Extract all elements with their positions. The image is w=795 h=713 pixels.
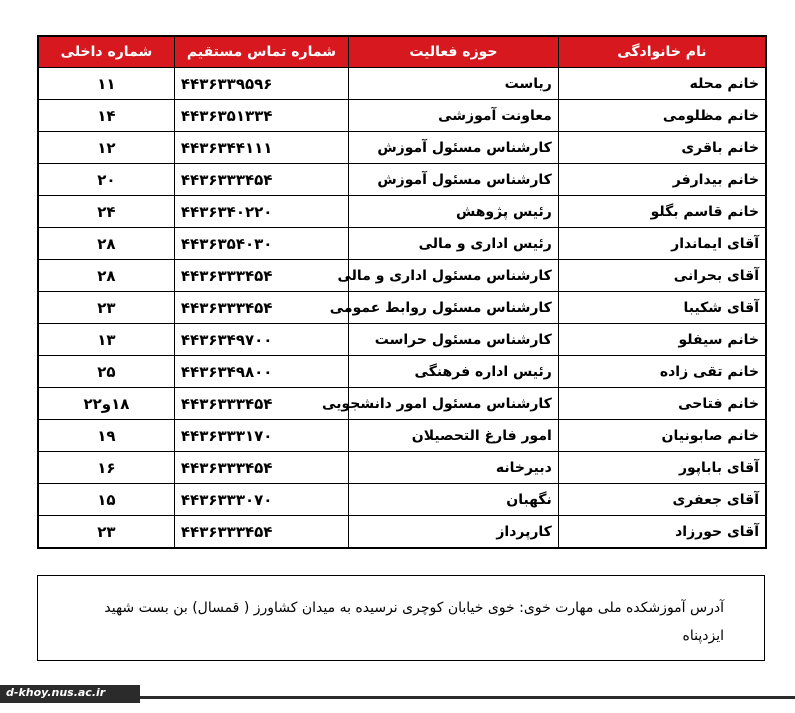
cell-extension: ۲۳	[38, 292, 174, 324]
cell-role: کارشناس مسئول امور دانشجویی	[349, 388, 559, 420]
cell-role: کارشناس مسئول آموزش	[349, 164, 559, 196]
cell-extension: ۲۸	[38, 228, 174, 260]
cell-extension: ۱۹	[38, 420, 174, 452]
table-row	[38, 196, 766, 228]
header-phone: شماره تماس مستقیم	[174, 36, 348, 68]
cell-role: کارشناس مسئول حراست	[349, 324, 559, 356]
cell-role: دبیرخانه	[349, 452, 559, 484]
table-row	[38, 324, 766, 356]
cell-name: خانم سیفلو	[558, 324, 766, 356]
cell-name: خانم بیدارفر	[558, 164, 766, 196]
cell-role: رئیس پژوهش	[349, 196, 559, 228]
table-row	[38, 484, 766, 516]
cell-extension: ۱۴	[38, 100, 174, 132]
cell-extension: ۱۱	[38, 68, 174, 100]
table-row	[38, 100, 766, 132]
cell-name: آقای ایماندار	[558, 228, 766, 260]
cell-role: کارشناس مسئول آموزش	[349, 132, 559, 164]
table-row	[38, 356, 766, 388]
cell-phone: ۴۴۳۶۳۳۳۴۵۴	[174, 452, 348, 484]
table-row	[38, 260, 766, 292]
cell-phone: ۴۴۳۶۳۳۳۴۵۴	[174, 388, 348, 420]
cell-extension: ۱۶	[38, 452, 174, 484]
cell-phone: ۴۴۳۶۳۳۳۴۵۴	[174, 260, 348, 292]
contact-directory-table	[37, 35, 767, 549]
table-row	[38, 132, 766, 164]
header-name: نام خانوادگی	[558, 36, 766, 68]
cell-extension: ۲۸	[38, 260, 174, 292]
cell-phone: ۴۴۳۶۳۳۳۴۵۴	[174, 516, 348, 549]
cell-name: خانم فتاحی	[558, 388, 766, 420]
cell-name: خانم باقری	[558, 132, 766, 164]
table-header-row	[38, 36, 766, 68]
cell-role: کارشناس مسئول روابط عمومی	[349, 292, 559, 324]
table-row	[38, 388, 766, 420]
address-text: آدرس آموزشکده ملی مهارت خوی: خوی خیابان کوچری نرسیده به میدان کشاورز ( قمسال) بن بست شهید ایزدپناه	[104, 600, 724, 644]
header-role: حوزه فعالیت	[349, 36, 559, 68]
cell-role: نگهبان	[349, 484, 559, 516]
table-row	[38, 420, 766, 452]
table-body	[38, 68, 766, 549]
cell-name: خانم تقی زاده	[558, 356, 766, 388]
table-row	[38, 68, 766, 100]
cell-phone: ۴۴۳۶۳۴۰۲۲۰	[174, 196, 348, 228]
cell-name: آقای باباپور	[558, 452, 766, 484]
cell-extension: ۲۴	[38, 196, 174, 228]
footer-bar	[0, 685, 795, 703]
cell-phone: ۴۴۳۶۳۳۳۴۵۴	[174, 164, 348, 196]
table-row	[38, 516, 766, 549]
cell-phone: ۴۴۳۶۳۳۳۴۵۴	[174, 292, 348, 324]
cell-phone: ۴۴۳۶۳۳۹۵۹۶	[174, 68, 348, 100]
cell-role: ریاست	[349, 68, 559, 100]
table-row	[38, 292, 766, 324]
cell-phone: ۴۴۳۶۳۴۹۸۰۰	[174, 356, 348, 388]
cell-name: خانم صابونیان	[558, 420, 766, 452]
cell-role: رئیس اداره فرهنگی	[349, 356, 559, 388]
cell-phone: ۴۴۳۶۳۵۱۳۳۴	[174, 100, 348, 132]
address-box	[37, 575, 765, 661]
cell-name: خانم مظلومی	[558, 100, 766, 132]
cell-extension: ۲۰	[38, 164, 174, 196]
footer-tab	[0, 685, 140, 703]
cell-name: خانم قاسم بگلو	[558, 196, 766, 228]
cell-name: آقای جعفری	[558, 484, 766, 516]
site-link[interactable]: d-khoy.nus.ac.ir	[6, 686, 106, 699]
cell-name: آقای حورزاد	[558, 516, 766, 549]
footer-divider	[140, 696, 795, 699]
cell-extension: ۱۳	[38, 324, 174, 356]
table-row	[38, 228, 766, 260]
cell-phone: ۴۴۳۶۳۳۳۰۷۰	[174, 484, 348, 516]
cell-extension: ۱۲	[38, 132, 174, 164]
cell-extension: ۲۳	[38, 516, 174, 549]
cell-role: کارشناس مسئول اداری و مالی	[349, 260, 559, 292]
cell-phone: ۴۴۳۶۳۴۹۷۰۰	[174, 324, 348, 356]
table-row	[38, 452, 766, 484]
table-row	[38, 164, 766, 196]
cell-name: خانم محله	[558, 68, 766, 100]
cell-role: کارپرداز	[349, 516, 559, 549]
cell-role: معاونت آموزشی	[349, 100, 559, 132]
cell-extension: ۲۵	[38, 356, 174, 388]
cell-name: آقای بحرانی	[558, 260, 766, 292]
cell-phone: ۴۴۳۶۳۳۳۱۷۰	[174, 420, 348, 452]
header-extension: شماره داخلی	[38, 36, 174, 68]
cell-phone: ۴۴۳۶۳۵۴۰۳۰	[174, 228, 348, 260]
cell-extension: ۱۸و۲۲	[38, 388, 174, 420]
cell-phone: ۴۴۳۶۳۴۴۱۱۱	[174, 132, 348, 164]
cell-extension: ۱۵	[38, 484, 174, 516]
cell-role: رئیس اداری و مالی	[349, 228, 559, 260]
cell-name: آقای شکیبا	[558, 292, 766, 324]
cell-role: امور فارغ التحصیلان	[349, 420, 559, 452]
